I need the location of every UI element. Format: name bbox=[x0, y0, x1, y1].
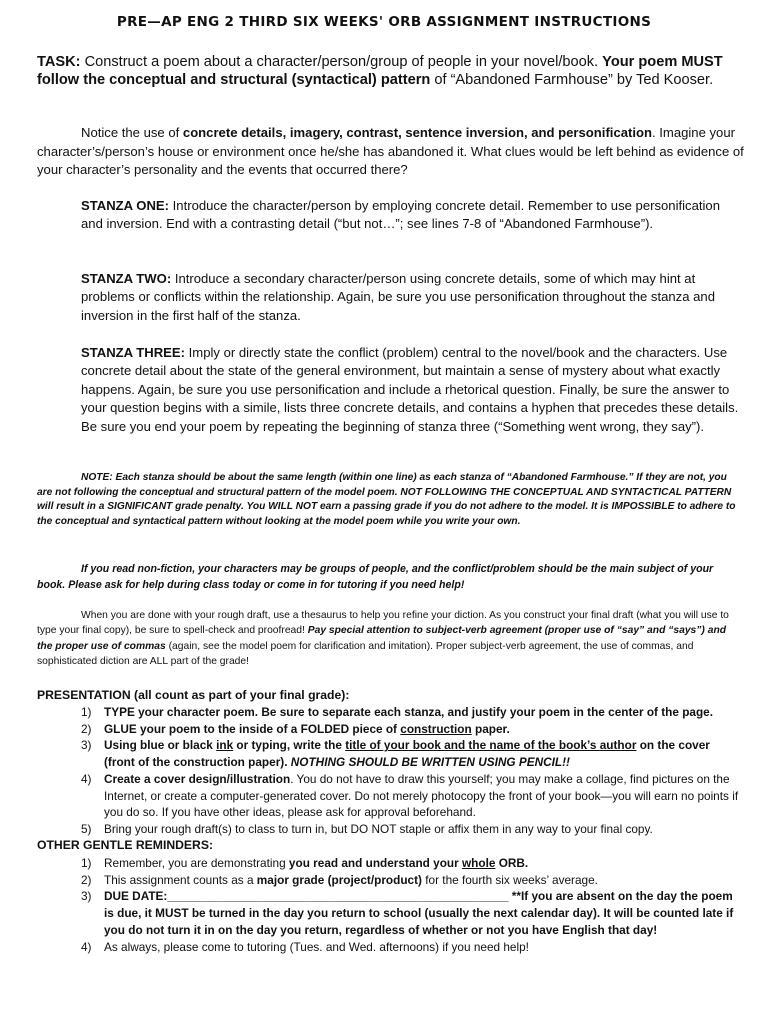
rough-draft-emphasis: Pay special attention to subject-verb agreement (proper use of “say” and “says”) and the proper use of commas bbox=[37, 625, 727, 652]
list-item bbox=[37, 721, 743, 738]
presentation-list bbox=[37, 704, 743, 838]
note-text: NOTE: Each stanza should be about the same length (within one line) as each stanza of “Abandoned Farmhouse.” If they are not, you are not following the conceptual and structural pattern of the model poem. NOT FOLLOWING THE CONCEPTUAL AND SYNTACTICAL PATTERN will result in a SIGNIFICANT grade penalty. You WILL NOT earn a passing grade if you do not adhere to the model. It is IMPOSSIBLE to adhere to the conceptual and syntactical pattern without looking at the model poem while you write your own. bbox=[37, 472, 736, 527]
list-item bbox=[37, 888, 743, 938]
list-item-text: Create a cover design/illustration bbox=[104, 771, 291, 786]
list-item-text: you read and understand your bbox=[288, 856, 462, 870]
rough-draft-text: When you are done with your rough draft, use a thesaurus to help you refine your diction. As you construct your final draft (what you will use to type your final copy), be sure to spell-check and proofread! bbox=[37, 610, 729, 637]
stanza-three-text: Imply or directly state the conflict (problem) central to the novel/book and the characters. Use concrete detail about the state of the general environment, but maintain a sense of mystery about what exactly happens. Again, be sure you use personification and include a rhetorical question. Finally, be sure the answer to your question begins with a simile, lists three concrete details, and contains a hyphen that precedes these details. Be sure you end your poem by repeating the beginning of stanza three (“Something went wrong, they say”). bbox=[81, 345, 739, 434]
notice-intro: Notice the use of bbox=[81, 125, 183, 140]
list-item-text: This assignment counts as a bbox=[104, 872, 257, 887]
stanza-two-instructions bbox=[81, 270, 741, 325]
list-item bbox=[37, 704, 743, 721]
list-number: 4) bbox=[81, 771, 92, 786]
list-item-text: ORB. bbox=[495, 856, 529, 870]
list-item-text: paper. bbox=[471, 721, 510, 736]
list-item-text: major grade (project/product) bbox=[256, 872, 422, 887]
stanza-one-text: Introduce the character/person by employing concrete detail. Remember to use personification and inversion. End with a contrasting detail (“but not…”; see lines 7-8 of “Abandoned Farmhouse”). bbox=[81, 198, 720, 232]
rough-draft-paragraph bbox=[37, 608, 743, 670]
notice-paragraph bbox=[37, 124, 749, 180]
list-item-underlined: construction bbox=[400, 721, 472, 736]
notice-rest: . Imagine your character’s/person’s house or environment once he/she has abandoned it. What clues would be left behind as evidence of your character’s personality and the events that occurred there? bbox=[37, 125, 744, 178]
list-item-text: . You do not have to draw this yourself; you may make a collage, find pictures on the Internet, or create a computer-generated cover. Do not merely photocopy the front of your book—you will earn no points if you do so. If you have other ideas, please ask for approval beforehand. bbox=[104, 771, 739, 820]
list-item-underlined: ink bbox=[216, 738, 234, 753]
list-item-text: for the fourth six weeks’ average. bbox=[421, 872, 598, 887]
list-item-text: Remember, you are demonstrating bbox=[104, 856, 289, 870]
notice-techniques: concrete details, imagery, contrast, sentence inversion, and personification bbox=[182, 125, 652, 140]
task-label: TASK: bbox=[37, 54, 81, 70]
list-item-emphasis: NOTHING SHOULD BE WRITTEN USING PENCIL!! bbox=[290, 755, 570, 770]
list-item-text: Using blue or black bbox=[104, 738, 217, 753]
list-item-text: GLUE your poem to the inside of a FOLDED piece of bbox=[104, 721, 401, 736]
stanza-one-label: STANZA ONE: bbox=[81, 198, 170, 213]
list-item-text: on the cover (front of the construction paper). bbox=[104, 738, 710, 770]
nonfiction-text: If you read non-fiction, your characters may be groups of people, and the conflict/problem should be the main subject of your book. Please ask for help during class today or come in for tutoring if you need help! bbox=[37, 563, 714, 591]
page-title: PRE—AP ENG 2 THIRD SIX WEEKS' ORB ASSIGNMENT INSTRUCTIONS bbox=[116, 14, 652, 30]
list-item bbox=[37, 771, 743, 821]
list-number: 5) bbox=[81, 821, 92, 836]
list-item-text: As always, please come to tutoring (Tues. and Wed. afternoons) if you need help! bbox=[104, 939, 529, 954]
nonfiction-paragraph bbox=[37, 562, 743, 593]
list-item-text: or typing, write the bbox=[233, 738, 346, 753]
list-item-text: Bring your rough draft(s) to class to turn in, but DO NOT staple or affix them in any way to your final copy. bbox=[104, 821, 653, 836]
list-number: 2) bbox=[81, 872, 92, 887]
list-number: 1) bbox=[81, 705, 92, 719]
task-requirement: Your poem MUST follow the conceptual and structural (syntactical) pattern bbox=[37, 54, 723, 88]
list-item bbox=[37, 939, 743, 956]
list-item-underlined: whole bbox=[461, 856, 496, 870]
stanza-three-label: STANZA THREE: bbox=[81, 345, 186, 360]
list-item bbox=[37, 872, 743, 889]
due-date-label: DUE DATE:____________________________________________________ bbox=[104, 889, 512, 904]
list-number: 3) bbox=[81, 738, 92, 753]
list-number: 2) bbox=[81, 721, 92, 736]
task-model-poem: of “Abandoned Farmhouse” by Ted Kooser. bbox=[430, 72, 714, 88]
stanza-two-text: Introduce a secondary character/person using concrete details, some of which may hint at problems or conflicts within the relationship. Again, be sure you use personification throughout the stanza and inversion in the first half of the stanza. bbox=[81, 271, 715, 323]
list-number: 1) bbox=[81, 856, 92, 870]
list-number: 4) bbox=[81, 939, 92, 954]
stanza-two-label: STANZA TWO: bbox=[81, 271, 172, 286]
stanza-one-instructions bbox=[81, 197, 741, 234]
reminders-list bbox=[37, 855, 743, 955]
list-item bbox=[37, 737, 743, 770]
rough-draft-closing: (again, see the model poem for clarification and imitation). Proper subject-verb agreement, the use of commas, and sophisticated diction are ALL part of the grade! bbox=[37, 640, 694, 668]
list-item-text: TYPE your character poem. Be sure to separate each stanza, and justify your poem in the center of the page. bbox=[104, 705, 714, 719]
list-item-underlined: title of your book and the name of the book’s author bbox=[345, 738, 637, 753]
list-item bbox=[37, 855, 743, 872]
task-paragraph bbox=[37, 53, 737, 89]
reminders-heading: OTHER GENTLE REMINDERS: bbox=[37, 838, 214, 852]
presentation-heading: PRESENTATION (all count as part of your final grade): bbox=[37, 688, 350, 702]
list-number: 3) bbox=[81, 889, 92, 904]
list-item-text: **If you are absent on the day the poem is due, it MUST be turned in the day you return to school (usually the next calendar day). It will be counted late if you do not turn it in on the day you return, regardless of whether or not you have English that day! bbox=[104, 889, 734, 937]
task-text: Construct a poem about a character/person/group of people in your novel/book. bbox=[80, 54, 603, 70]
list-item bbox=[37, 821, 743, 838]
note-paragraph bbox=[37, 471, 743, 529]
stanza-three-instructions bbox=[81, 344, 741, 436]
